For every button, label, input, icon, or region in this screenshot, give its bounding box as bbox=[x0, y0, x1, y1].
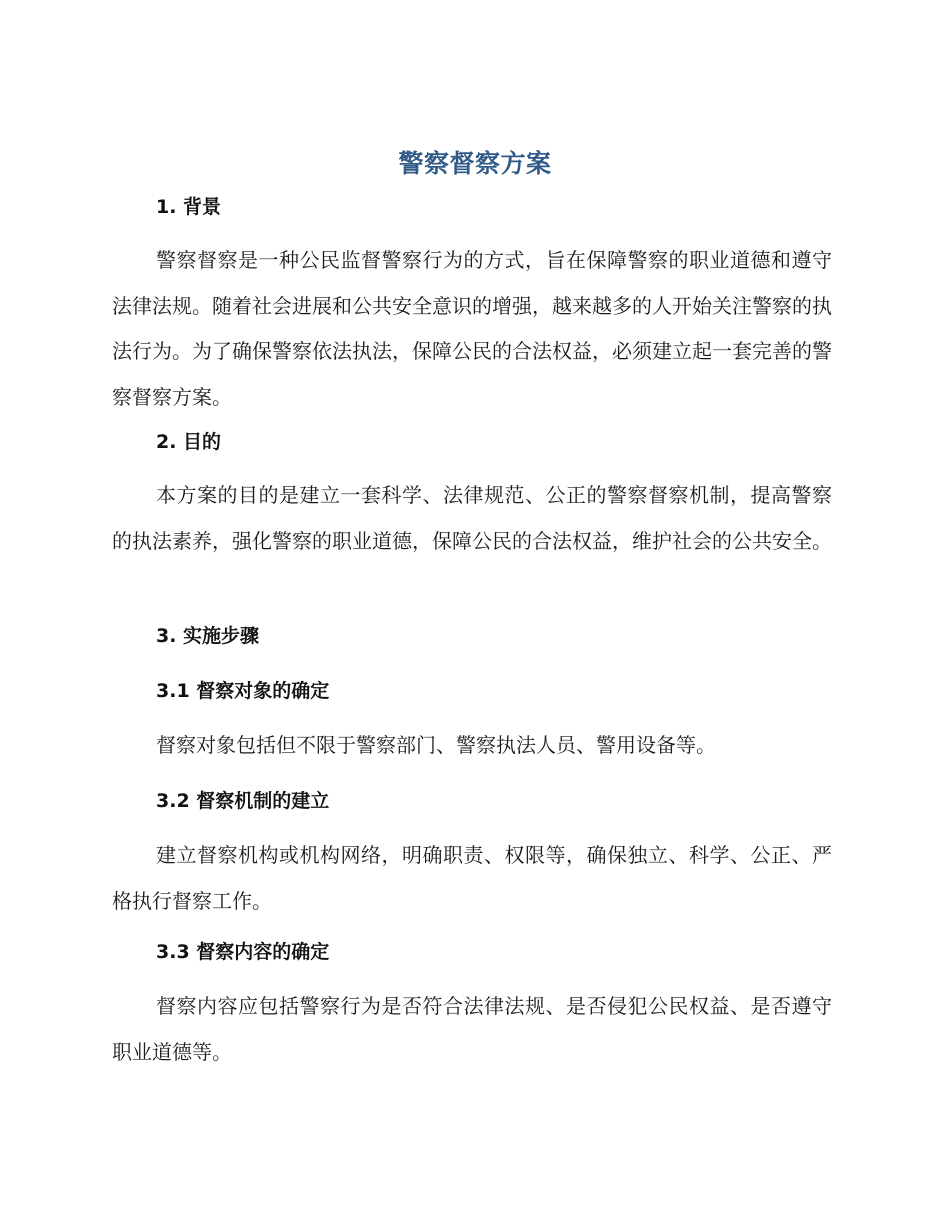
subsection-body-3-3: 督察内容应包括警察行为是否符合法律法规、是否侵犯公民权益、是否遵守职业道德等。 bbox=[112, 994, 832, 1064]
subsection-heading-3-1: 3.1 督察对象的确定 bbox=[156, 680, 330, 702]
subsection-heading-3-3: 3.3 督察内容的确定 bbox=[156, 941, 330, 963]
section-body-purpose: 本方案的目的是建立一套科学、法律规范、公正的警察督察机制，提高警察的执法素养，强化警察的职业道德，保障公民的合法权益，维护社会的公共安全。 bbox=[112, 483, 832, 553]
section-heading-purpose: 2. 目的 bbox=[156, 431, 222, 453]
subsection-body-3-1: 督察对象包括但不限于警察部门、警察执法人员、警用设备等。 bbox=[156, 733, 716, 757]
subsection-heading-3-2: 3.2 督察机制的建立 bbox=[156, 790, 330, 812]
document-title: 警察督察方案 bbox=[398, 149, 552, 178]
section-heading-background: 1. 背景 bbox=[156, 196, 222, 218]
subsection-body-3-2: 建立督察机构或机构网络，明确职责、权限等，确保独立、科学、公正、严格执行督察工作。 bbox=[112, 843, 832, 913]
section-heading-implementation: 3. 实施步骤 bbox=[156, 625, 260, 647]
section-body-background: 警察督察是一种公民监督警察行为的方式，旨在保障警察的职业道德和遵守法律法规。随着社会进展和公共安全意识的增强，越来越多的人开始关注警察的执法行为。为了确保警察依法执法，保障公民的合法权益，必须建立起一套完善的警察督察方案。 bbox=[112, 248, 832, 409]
